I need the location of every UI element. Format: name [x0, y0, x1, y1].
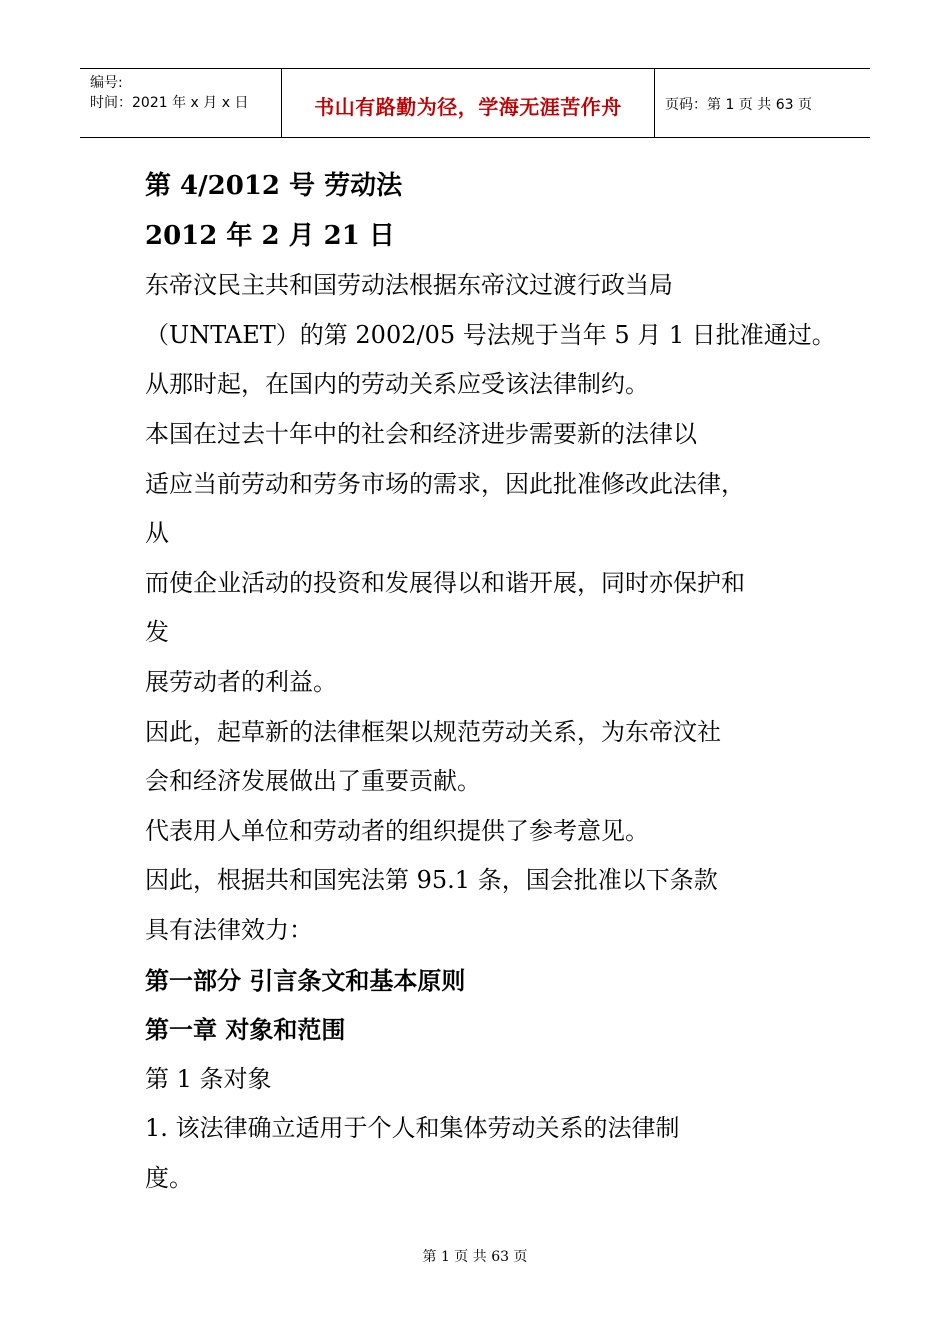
paragraph-line: 代表用人单位和劳动者的组织提供了参考意见。 [145, 816, 649, 845]
paragraph-line: （UNTAET）的第 2002/05 号法规于当年 5 月 1 日批准通过。 [145, 320, 836, 349]
header-left-cell [80, 69, 282, 137]
article-line: 1. 该法律确立适用于个人和集体劳动关系的法律制 [145, 1114, 680, 1143]
document-title: 第 4/2012 号 劳动法 [145, 171, 403, 201]
paragraph-line: 本国在过去十年中的社会和经济进步需要新的法律以 [145, 419, 697, 448]
paragraph-line: 发 [145, 618, 169, 647]
paragraph-line: 而使企业活动的投资和发展得以和谐开展，同时亦保护和 [145, 568, 745, 597]
header-motto: 书山有路勤为径，学海无涯苦作舟 [282, 69, 655, 137]
article-line: 度。 [145, 1163, 193, 1192]
document-date: 2012 年 2 月 21 日 [145, 220, 395, 251]
number-label: 编号: [90, 75, 123, 91]
paragraph-line: 适应当前劳动和劳务市场的需求，因此批准修改此法律， [145, 469, 745, 498]
paragraph-line: 从那时起，在国内的劳动关系应受该法律制约。 [145, 370, 649, 399]
paragraph-line: 东帝汶民主共和国劳动法根据东帝汶过渡行政当局 [145, 271, 673, 300]
time-label: 时间：2021 年 x 月 x 日 [90, 95, 249, 111]
paragraph-line: 展劳动者的利益。 [145, 667, 337, 696]
paragraph-line: 具有法律效力： [145, 915, 313, 944]
page-footer: 第 1 页 共 63 页 [422, 1249, 528, 1265]
paragraph-line: 因此，根据共和国宪法第 95.1 条，国会批准以下条款 [145, 866, 718, 895]
article-heading: 第 1 条对象 [145, 1064, 272, 1093]
page-header [80, 68, 870, 138]
header-page-info: 页码：第 1 页 共 63 页 [665, 97, 812, 113]
paragraph-line: 因此，起草新的法律框架以规范劳动关系，为东帝汶社 [145, 717, 721, 746]
document-body [145, 162, 845, 1203]
part-heading: 第一部分 引言条文和基本原则 [145, 965, 466, 995]
paragraph-line: 会和经济发展做出了重要贡献。 [145, 767, 481, 796]
chapter-heading: 第一章 对象和范围 [145, 1015, 346, 1045]
paragraph-line: 从 [145, 519, 169, 548]
